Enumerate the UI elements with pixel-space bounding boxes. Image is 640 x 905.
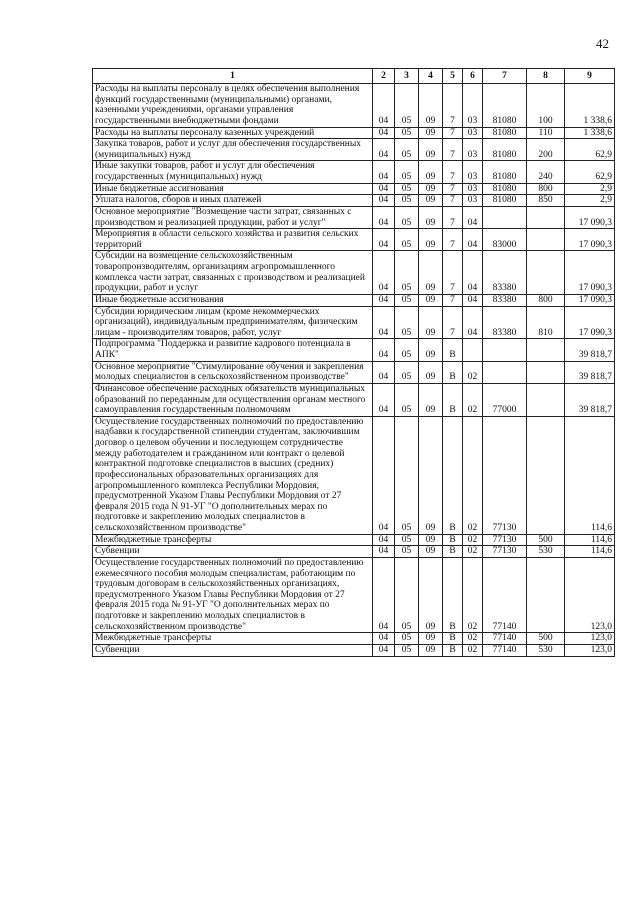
direction-code-cell: 81080 (483, 183, 527, 195)
expense-type-cell (527, 557, 565, 632)
program-code-cell: 09 (419, 183, 443, 195)
expense-type-cell: 850 (527, 195, 565, 207)
row-name-cell: Субсидии на возмещение сельскохозяйственным товаропроизводителям, организациям агропромышленного комплекса части затрат, связанных с производством и реализацией продукции, работ и услуг (93, 251, 373, 295)
program-code-cell: 09 (419, 206, 443, 228)
subprogram-code-cell: В (443, 557, 463, 632)
amount-cell: 17 090,3 (565, 251, 615, 295)
subprogram-code-cell: 7 (443, 206, 463, 228)
row-name-cell: Расходы на выплаты персоналу в целях обеспечения выполнения функций государственными (муниципальными) органами, казенными учреждениями, органами управления государственными внебюджетными фондами (93, 84, 373, 128)
subsection-code-cell: 05 (395, 229, 419, 251)
amount-cell: 39 818,7 (565, 361, 615, 383)
row-name-cell: Субсидии юридическим лицам (кроме некоммерческих организаций), индивидуальным предпринимателям, физическим лицам - производителям товаров, работ, услуг (93, 306, 373, 339)
section-code-cell: 04 (373, 361, 395, 383)
table-row (93, 383, 615, 416)
section-code-cell: 04 (373, 294, 395, 306)
column-header: 7 (483, 69, 527, 84)
program-code-cell: 09 (419, 251, 443, 295)
amount-cell: 123,0 (565, 633, 615, 645)
row-name-cell: Финансовое обеспечение расходных обязательств муниципальных образований по переданным для осуществления органам местного самоуправления государственным полномочиям (93, 383, 373, 416)
subsection-code-cell: 05 (395, 546, 419, 558)
amount-cell: 114,6 (565, 546, 615, 558)
program-code-cell: 09 (419, 127, 443, 139)
amount-cell: 2,9 (565, 183, 615, 195)
table-row (93, 306, 615, 339)
section-code-cell: 04 (373, 339, 395, 361)
section-code-cell: 04 (373, 546, 395, 558)
expense-type-cell: 800 (527, 183, 565, 195)
section-code-cell: 04 (373, 229, 395, 251)
expense-type-cell (527, 339, 565, 361)
row-name-cell: Иные бюджетные ассигнования (93, 183, 373, 195)
column-header: 6 (463, 69, 483, 84)
event-code-cell: 04 (463, 306, 483, 339)
event-code-cell: 02 (463, 557, 483, 632)
section-code-cell: 04 (373, 84, 395, 128)
subprogram-code-cell: 7 (443, 183, 463, 195)
table-row (93, 416, 615, 534)
subsection-code-cell: 05 (395, 633, 419, 645)
expense-type-cell: 530 (527, 644, 565, 656)
subsection-code-cell: 05 (395, 84, 419, 128)
direction-code-cell: 83000 (483, 229, 527, 251)
subprogram-code-cell: 7 (443, 127, 463, 139)
amount-cell: 39 818,7 (565, 339, 615, 361)
expense-type-cell (527, 383, 565, 416)
direction-code-cell (483, 206, 527, 228)
table-row (93, 127, 615, 139)
table-row (93, 161, 615, 183)
row-name-cell: Осуществление государственных полномочий по предоставлению ежемесячного пособия молодым специалистам, работающим по трудовым договорам в сельскохозяйственных организациях, предусмотренного Указом Главы Республики Мордовия от 27 февраля 2015 года № 91-УГ "О дополнительных мерах по подготовке и закреплению молодых специалистов в сельскохозяйственном производстве" (93, 557, 373, 632)
section-code-cell: 04 (373, 195, 395, 207)
direction-code-cell: 77130 (483, 546, 527, 558)
direction-code-cell: 77140 (483, 644, 527, 656)
column-header: 3 (395, 69, 419, 84)
direction-code-cell: 81080 (483, 195, 527, 207)
table-row (93, 557, 615, 632)
subsection-code-cell: 05 (395, 206, 419, 228)
section-code-cell: 04 (373, 557, 395, 632)
expense-type-cell (527, 229, 565, 251)
direction-code-cell (483, 361, 527, 383)
section-code-cell: 04 (373, 127, 395, 139)
subprogram-code-cell: 7 (443, 139, 463, 161)
subsection-code-cell: 05 (395, 139, 419, 161)
table-row (93, 206, 615, 228)
subprogram-code-cell: 7 (443, 251, 463, 295)
expense-type-cell: 500 (527, 633, 565, 645)
column-header: 4 (419, 69, 443, 84)
amount-cell: 62,9 (565, 139, 615, 161)
subsection-code-cell: 05 (395, 294, 419, 306)
program-code-cell: 09 (419, 294, 443, 306)
event-code-cell: 02 (463, 633, 483, 645)
subprogram-code-cell: 7 (443, 306, 463, 339)
event-code-cell: 04 (463, 229, 483, 251)
subprogram-code-cell: В (443, 644, 463, 656)
subprogram-code-cell: В (443, 546, 463, 558)
program-code-cell: 09 (419, 229, 443, 251)
subsection-code-cell: 05 (395, 339, 419, 361)
subsection-code-cell: 05 (395, 183, 419, 195)
row-name-cell: Иные бюджетные ассигнования (93, 294, 373, 306)
direction-code-cell: 77130 (483, 416, 527, 534)
table-row (93, 534, 615, 546)
section-code-cell: 04 (373, 183, 395, 195)
event-code-cell: 03 (463, 127, 483, 139)
event-code-cell: 02 (463, 416, 483, 534)
direction-code-cell: 83380 (483, 251, 527, 295)
event-code-cell: 02 (463, 546, 483, 558)
table-row (93, 229, 615, 251)
direction-code-cell: 81080 (483, 127, 527, 139)
section-code-cell: 04 (373, 161, 395, 183)
expense-type-cell (527, 361, 565, 383)
event-code-cell: 03 (463, 183, 483, 195)
event-code-cell: 03 (463, 84, 483, 128)
subprogram-code-cell: 7 (443, 84, 463, 128)
direction-code-cell: 81080 (483, 84, 527, 128)
column-header: 8 (527, 69, 565, 84)
program-code-cell: 09 (419, 161, 443, 183)
event-code-cell: 02 (463, 644, 483, 656)
table-row (93, 633, 615, 645)
event-code-cell: 04 (463, 294, 483, 306)
program-code-cell: 09 (419, 139, 443, 161)
program-code-cell: 09 (419, 195, 443, 207)
event-code-cell: 03 (463, 139, 483, 161)
subprogram-code-cell: В (443, 416, 463, 534)
amount-cell: 39 818,7 (565, 383, 615, 416)
direction-code-cell: 77140 (483, 633, 527, 645)
table-row (93, 251, 615, 295)
program-code-cell: 09 (419, 416, 443, 534)
amount-cell: 17 090,3 (565, 294, 615, 306)
row-name-cell: Основное мероприятие "Стимулирование обучения и закрепления молодых специалистов в сельскохозяйственном производстве" (93, 361, 373, 383)
subprogram-code-cell: В (443, 633, 463, 645)
program-code-cell: 09 (419, 383, 443, 416)
amount-cell: 123,0 (565, 644, 615, 656)
amount-cell: 17 090,3 (565, 206, 615, 228)
expense-type-cell: 800 (527, 294, 565, 306)
program-code-cell: 09 (419, 361, 443, 383)
event-code-cell: 03 (463, 161, 483, 183)
program-code-cell: 09 (419, 546, 443, 558)
program-code-cell: 09 (419, 557, 443, 632)
amount-cell: 114,6 (565, 534, 615, 546)
row-name-cell: Субвенции (93, 644, 373, 656)
subsection-code-cell: 05 (395, 557, 419, 632)
section-code-cell: 04 (373, 633, 395, 645)
table-row (93, 644, 615, 656)
subsection-code-cell: 05 (395, 416, 419, 534)
row-name-cell: Уплата налогов, сборов и иных платежей (93, 195, 373, 207)
table-header-row (93, 69, 615, 84)
expense-type-cell (527, 206, 565, 228)
section-code-cell: 04 (373, 416, 395, 534)
event-code-cell: 02 (463, 361, 483, 383)
amount-cell: 114,6 (565, 416, 615, 534)
amount-cell: 62,9 (565, 161, 615, 183)
expense-type-cell: 110 (527, 127, 565, 139)
amount-cell: 1 338,6 (565, 127, 615, 139)
row-name-cell: Расходы на выплаты персоналу казенных учреждений (93, 127, 373, 139)
event-code-cell: 02 (463, 534, 483, 546)
direction-code-cell (483, 339, 527, 361)
subsection-code-cell: 05 (395, 361, 419, 383)
program-code-cell: 09 (419, 633, 443, 645)
direction-code-cell: 83380 (483, 306, 527, 339)
program-code-cell: 09 (419, 84, 443, 128)
column-header: 2 (373, 69, 395, 84)
expense-type-cell: 500 (527, 534, 565, 546)
subsection-code-cell: 05 (395, 644, 419, 656)
section-code-cell: 04 (373, 206, 395, 228)
direction-code-cell: 81080 (483, 161, 527, 183)
subsection-code-cell: 05 (395, 161, 419, 183)
subprogram-code-cell: В (443, 383, 463, 416)
row-name-cell: Закупка товаров, работ и услуг для обеспечения государственных (муниципальных) нужд (93, 139, 373, 161)
row-name-cell: Иные закупки товаров, работ и услуг для обеспечения государственных (муниципальных) нужд (93, 161, 373, 183)
column-header: 1 (93, 69, 373, 84)
expense-type-cell: 810 (527, 306, 565, 339)
expense-type-cell (527, 416, 565, 534)
event-code-cell: 04 (463, 251, 483, 295)
subsection-code-cell: 05 (395, 195, 419, 207)
amount-cell: 2,9 (565, 195, 615, 207)
table-row (93, 84, 615, 128)
subsection-code-cell: 05 (395, 383, 419, 416)
column-header: 9 (565, 69, 615, 84)
section-code-cell: 04 (373, 306, 395, 339)
event-code-cell: 02 (463, 383, 483, 416)
row-name-cell: Субвенции (93, 546, 373, 558)
subsection-code-cell: 05 (395, 127, 419, 139)
subprogram-code-cell: В (443, 534, 463, 546)
subsection-code-cell: 05 (395, 534, 419, 546)
amount-cell: 17 090,3 (565, 229, 615, 251)
subprogram-code-cell: 7 (443, 229, 463, 251)
program-code-cell: 09 (419, 306, 443, 339)
budget-table (92, 68, 615, 657)
page-number: 42 (596, 36, 609, 51)
row-name-cell: Основное мероприятие "Возмещение части затрат, связанных с производством и реализацией продукции, работ и услуг" (93, 206, 373, 228)
section-code-cell: 04 (373, 534, 395, 546)
column-header: 5 (443, 69, 463, 84)
subsection-code-cell: 05 (395, 251, 419, 295)
program-code-cell: 09 (419, 644, 443, 656)
expense-type-cell (527, 251, 565, 295)
subprogram-code-cell: В (443, 361, 463, 383)
amount-cell: 17 090,3 (565, 306, 615, 339)
program-code-cell: 09 (419, 534, 443, 546)
subprogram-code-cell: В (443, 339, 463, 361)
event-code-cell: 04 (463, 206, 483, 228)
row-name-cell: Мероприятия в области сельского хозяйства и развития сельских территорий (93, 229, 373, 251)
expense-type-cell: 200 (527, 139, 565, 161)
direction-code-cell: 77000 (483, 383, 527, 416)
table-row (93, 139, 615, 161)
program-code-cell: 09 (419, 339, 443, 361)
expense-type-cell: 240 (527, 161, 565, 183)
section-code-cell: 04 (373, 251, 395, 295)
expense-type-cell: 100 (527, 84, 565, 128)
table-row (93, 361, 615, 383)
event-code-cell: 03 (463, 195, 483, 207)
direction-code-cell: 77130 (483, 534, 527, 546)
direction-code-cell: 77140 (483, 557, 527, 632)
table-row (93, 195, 615, 207)
table-row (93, 339, 615, 361)
amount-cell: 123,0 (565, 557, 615, 632)
subsection-code-cell: 05 (395, 306, 419, 339)
table-row (93, 294, 615, 306)
expense-type-cell: 530 (527, 546, 565, 558)
direction-code-cell: 83380 (483, 294, 527, 306)
section-code-cell: 04 (373, 644, 395, 656)
table-row (93, 183, 615, 195)
subprogram-code-cell: 7 (443, 195, 463, 207)
subprogram-code-cell: 7 (443, 294, 463, 306)
table-row (93, 546, 615, 558)
row-name-cell: Осуществление государственных полномочий по предоставлению надбавки к государственной стипендии студентам, заключившим договор о целевом обучении и последующем сотрудничестве между работодателем и гражданином или контракт о целевой контрактной подготовке специалистов в высших (средних) профессиональных образовательных организациях для агропромышленного комплекса Республики Мордовия, предусмотренной Указом Главы Республики Мордовия от 27 февраля 2015 года N 91-УГ "О дополнительных мерах по подготовке и закреплению молодых специалистов в сельскохозяйственном производстве" (93, 416, 373, 534)
row-name-cell: Межбюджетные трансферты (93, 633, 373, 645)
amount-cell: 1 338,6 (565, 84, 615, 128)
direction-code-cell: 81080 (483, 139, 527, 161)
section-code-cell: 04 (373, 383, 395, 416)
row-name-cell: Подпрограмма "Поддержка и развитие кадрового потенциала в АПК" (93, 339, 373, 361)
row-name-cell: Межбюджетные трансферты (93, 534, 373, 546)
section-code-cell: 04 (373, 139, 395, 161)
subprogram-code-cell: 7 (443, 161, 463, 183)
event-code-cell (463, 339, 483, 361)
